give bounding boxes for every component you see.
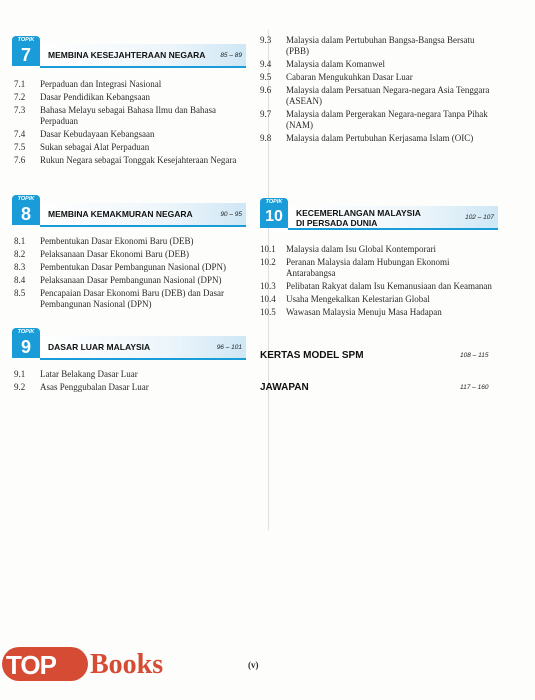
topic-title <box>296 208 421 228</box>
list-item: 7.3 Bahasa Melayu sebagai Bahasa Ilmu dan Bahasa Perpaduan <box>14 105 216 126</box>
topic-9-continued-list <box>260 35 492 146</box>
topbooks-logo <box>2 645 182 685</box>
topic-9-header <box>12 328 246 360</box>
topic-number: 7 <box>12 44 40 66</box>
list-item: 10.4 Usaha Mengekalkan Kelestarian Global <box>260 294 430 304</box>
jawapan-title: JAWAPAN <box>260 382 309 393</box>
list-item: 8.3 Pembentukan Dasar Pembangunan Nasional (DPN) <box>14 262 226 272</box>
list-item: 10.5 Wawasan Malaysia Menuju Masa Hadapan <box>260 307 442 317</box>
list-item: 9.4 Malaysia dalam Komanwel <box>260 59 385 69</box>
list-item: 9.2 Asas Penggubalan Dasar Luar <box>14 382 149 392</box>
list-item: 10.3 Pelibatan Rakyat dalam Isu Kemanusiaan dan Keamanan <box>260 281 492 291</box>
topic-pages: 85 – 89 <box>220 52 242 59</box>
topic-title: MEMBINA KEMAKMURAN NEGARA <box>48 209 193 219</box>
list-item: 8.5 Pencapaian Dasar Ekonomi Baru (DEB) dan Dasar Pembangunan Nasional (DPN) <box>14 288 224 309</box>
logo-text-books: Books <box>90 649 164 680</box>
logo-text-top: TOP <box>6 650 56 680</box>
topic-8-list <box>14 236 252 312</box>
topic-tag: TOPIK <box>12 195 40 204</box>
topic-8-header <box>12 195 246 227</box>
topic-pages: 96 – 101 <box>216 344 242 351</box>
topic-tag: TOPIK <box>12 328 40 337</box>
topic-pages: 90 – 95 <box>220 211 242 218</box>
topic-7-header <box>12 36 246 68</box>
topic-tag: TOPIK <box>260 198 288 207</box>
list-item: 9.8 Malaysia dalam Pertubuhan Kerjasama Islam (OIC) <box>260 133 474 143</box>
topic-7-list <box>14 79 252 168</box>
list-item: 9.5 Cabaran Mengukuhkan Dasar Luar <box>260 72 413 82</box>
topic-title: MEMBINA KESEJAHTERAAN NEGARA <box>48 50 206 60</box>
topic-10-list <box>260 244 492 320</box>
jawapan-pages: 117 – 160 <box>460 384 489 391</box>
topic-title-line-1: KECEMERLANGAN MALAYSIA <box>296 208 421 218</box>
topic-number: 10 <box>260 206 288 228</box>
topic-title: DASAR LUAR MALAYSIA <box>48 342 151 352</box>
page-number: (v) <box>248 660 259 670</box>
kertas-model-title: KERTAS MODEL SPM <box>260 350 364 361</box>
list-item: 8.2 Pelaksanaan Dasar Ekonomi Baru (DEB) <box>14 249 189 259</box>
topic-number: 9 <box>12 336 40 358</box>
topic-pages: 102 – 107 <box>465 214 494 221</box>
topic-9-list <box>14 369 252 395</box>
list-item: 9.7 Malaysia dalam Pergerakan Negara-negara Tanpa Pihak (NAM) <box>260 109 488 130</box>
list-item: 7.5 Sukan sebagai Alat Perpaduan <box>14 142 150 152</box>
topic-10-header <box>260 198 498 230</box>
list-item: 7.2 Dasar Pendidikan Kebangsaan <box>14 92 150 102</box>
list-item: 8.1 Pembentukan Dasar Ekonomi Baru (DEB) <box>14 236 194 246</box>
list-item: 10.1 Malaysia dalam Isu Global Kontemporari <box>260 244 436 254</box>
list-item: 7.4 Dasar Kebudayaan Kebangsaan <box>14 129 155 139</box>
topic-tag: TOPIK <box>12 36 40 45</box>
list-item: 9.1 Latar Belakang Dasar Luar <box>14 369 138 379</box>
list-item: 8.4 Pelaksanaan Dasar Pembangunan Nasional (DPN) <box>14 275 222 285</box>
topic-number: 8 <box>12 203 40 225</box>
list-item: 7.6 Rukun Negara sebagai Tonggak Kesejahteraan Negara <box>14 155 237 165</box>
list-item: 10.2 Peranan Malaysia dalam Hubungan Ekonomi Antarabangsa <box>260 257 450 278</box>
list-item: 9.6 Malaysia dalam Persatuan Negara-negara Asia Tenggara (ASEAN) <box>260 85 490 106</box>
topic-title-line-2: DI PERSADA DUNIA <box>296 218 378 228</box>
list-item: 9.3 Malaysia dalam Pertubuhan Bangsa-Bangsa Bersatu (PBB) <box>260 35 475 56</box>
list-item: 7.1 Perpaduan dan Integrasi Nasional <box>14 79 162 89</box>
kertas-model-pages: 108 – 115 <box>460 352 489 359</box>
